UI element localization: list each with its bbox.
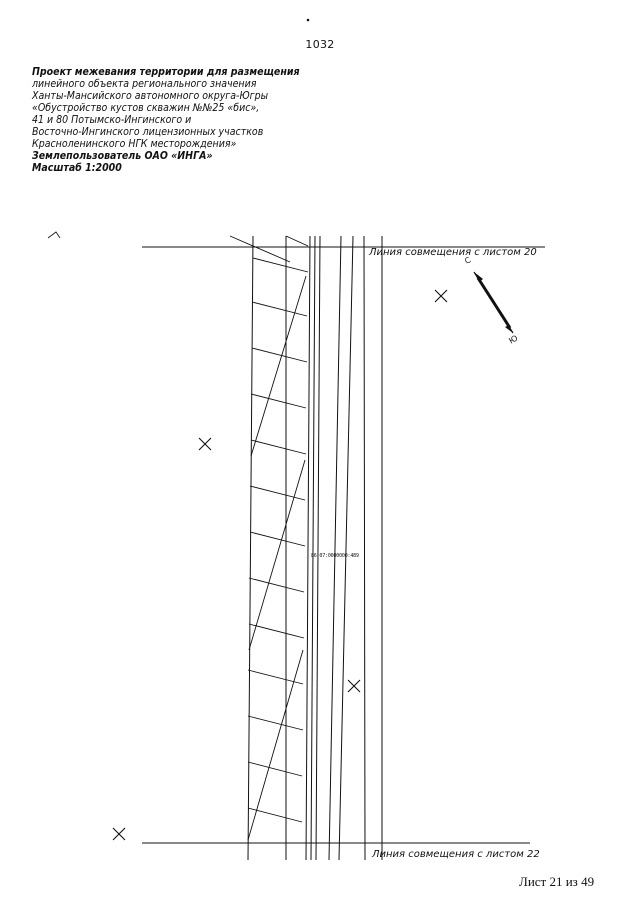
joint-line-top-label: Линия совмещения с листом 20: [369, 247, 537, 258]
title-line-7: Красноленинского НГК месторождения»: [32, 138, 237, 150]
sheet-counter: Лист 21 из 49: [519, 874, 595, 889]
grid-cross-marker: [113, 828, 125, 840]
grid-cross-marker: [348, 680, 360, 692]
title-line-1: Проект межевания территории для размещения: [32, 66, 300, 78]
title-line-3: Ханты-Мансийского автономного округа-Югры: [32, 90, 269, 102]
corridor-lines: [248, 236, 382, 860]
title-line-6: Восточно-Ингинского лицензионных участков: [32, 126, 264, 138]
title-line-8: Землепользователь ОАО «ИНГА»: [32, 150, 213, 162]
joint-line-bottom-label: Линия совмещения с листом 22: [372, 849, 540, 860]
speck: [307, 19, 309, 21]
compass-arrow-icon: [474, 272, 513, 333]
compass-north-label: С: [463, 255, 473, 266]
title-line-2: линейного объекта регионального значения: [32, 78, 257, 90]
hatch-diagonals: [230, 236, 308, 840]
title-line-5: 41 и 80 Потымско-Ингинского и: [32, 114, 192, 126]
title-line-4: «Обустройство кустов скважин №№25 «бис»,: [32, 102, 260, 114]
grid-cross-marker: [199, 438, 211, 450]
grid-crosses: [113, 290, 447, 840]
page-number: 1032: [305, 38, 335, 51]
corner-tick-mark: [48, 232, 60, 238]
title-line-9: Масштаб 1:2000: [32, 162, 122, 174]
grid-cross-marker: [435, 290, 447, 302]
compass-south-label: Ю: [507, 333, 520, 346]
cadastral-parcel-label: 86:07:0000000:489: [311, 553, 359, 559]
